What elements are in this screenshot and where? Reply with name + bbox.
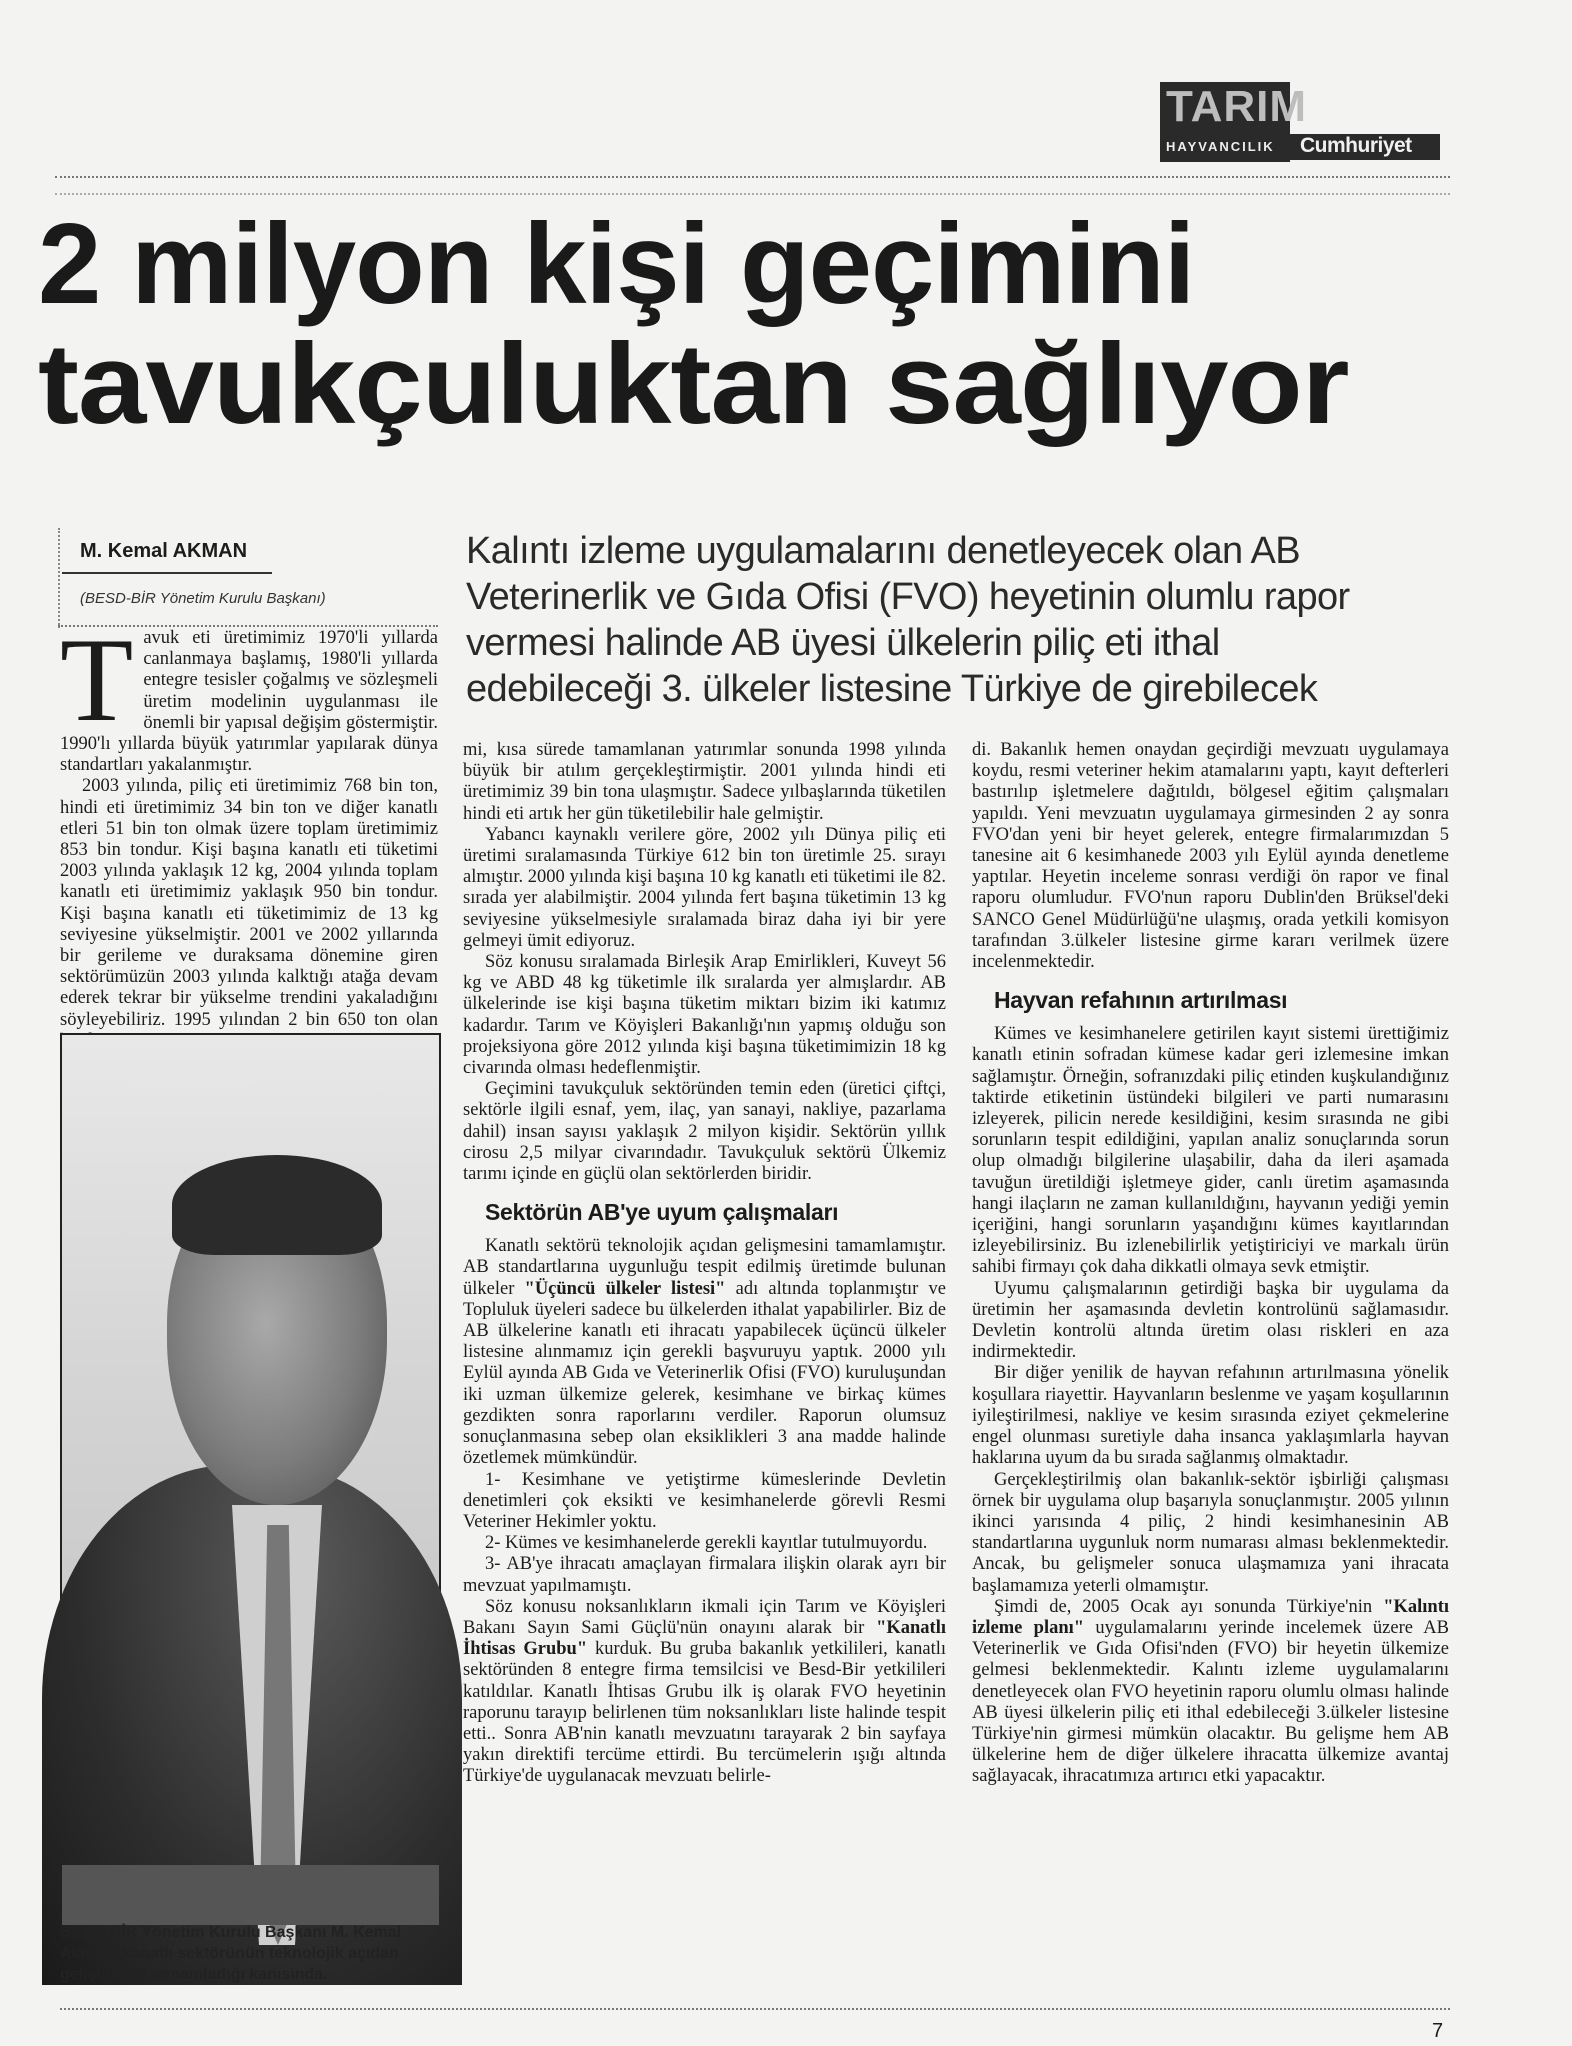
paragraph [463,1236,946,1469]
article-deck [466,528,1456,712]
text-run: Söz konusu sıralamada Birleşik Arap Emirlikleri, Kuveyt 56 kg ve ABD 48 kg tüketimle ilk sıralarda yer almışlardır. AB ülkelerinde ise kişi başına tüketim miktarı bizim iki katımız kadardır. Tarım ve Köyişleri Bakanlığı'nın yapmış olduğu son projeksiyona göre 2012 yılında kişi başına tüketimimizin 18 kg civarında olması hedeflenmiştir. [463,952,946,1079]
text-run: mi, kısa sürede tamamlanan yatırımlar sonunda 1998 yılında büyük bir atılım gerçekleştirmiştir. 2001 yılında hindi eti üretimimiz 39 bin tona ulaşmıştır. Sadece yılbaşlarında tüketilen hindi eti artık her gün tüketilebilir hale gelmiştir. [463,740,946,824]
text-run: Söz konusu noksanlıkların ikmali için Tarım ve Köyişleri Bakanı Sayın Sami Güçlü'nün onayını alarak bir [463,1596,946,1638]
article-column-3 [972,740,1449,1995]
paragraph: 2003 yılında, piliç eti üretimimiz 768 bin ton, hindi eti üretimimiz 34 bin ton ve diğer kanatlı etleri 51 bin ton olmak üzere toplam üretimimiz 853 bin tondur. Kişi başına kanatlı eti tüketimi 2003 yılında yaklaşık 12 kg, 2004 yılında toplam kanatlı eti üretimimiz yaklaşık 950 bin tondur. Kişi başına kanatlı eti tüketimimiz de 13 kg seviyesine yükselmiştir. 2001 ve 2002 yıllarında bir gerileme ve duraksama dönemine giren sektörümüzün 2003 yılında kalktığı atağa devam ederek tekrar bir yükselme trendini yakaladığını söyleyebiliriz. 1995 yılından 2 bin 650 ton olan [60,776,438,1030]
page-number: 7 [1432,2020,1444,2042]
logo-sub: HAYVANCILIK [1166,139,1275,154]
photo-caption: BESD-BİR Yönetim Kurulu Başkanı M. Kemal Akman, kanatlı sektörünün teknolojik açıdan gelişmesini tamamladığı kanısında. [60,1924,402,1983]
text-run: Bir diğer yenilik de hayvan refahının artırılmasına yönelik koşullara riayettir. Hayvanların beslenme ve yaşam koşullarının iyileştirilmesi, nakliye ve kesim sırasında eziyet çekmelerine engel olunması suretiyle daha insanca yaklaşımlarla hayvan haklarına uyum da bu sırada sağlanmış olmaktadır. [972,1363,1449,1469]
text-run: Geçimini tavukçuluk sektöründen temin eden (üretici çiftçi, sektörle ilgili esnaf, yem, ilaç, yan sanayi, nakliye, pazarlama dahil) insan sayısı yaklaşık 2 milyon kişidir. Sektörün yıllık cirosu 2,5 milyar civarındadır. Tavukçuluk sektörü Ülkemiz tarımı içinde en güçlü olan sektörlerden biridir. [463,1079,946,1185]
headline [38,201,1458,448]
text-run: adı altında toplanmıştır ve Topluluk üyeleri sadece bu ülkelerden ithalat yapabilirler. Biz de AB ülkelerine kanatlı eti ihracatı yapabilecek üçüncü ülkeler listesine alınmamız için gerekli başvuruyu yaptık. 2000 yılı Eylül ayında AB Gıda ve Veterinerlik Ofisi (FVO) kuruluşundan iki uzman ülkemize gelerek, kesimhane ve birkaç kümes gezdikten sonra raporlarını verdiler. Raporun olumsuz sonuçlanmasına sebep olan eksiklikleri 3 ana madde halinde özetlemek mümkündür. [463,1278,946,1469]
paragraph [972,1279,1449,1364]
drop-cap: T [60,613,134,746]
paragraph [463,825,946,952]
author-name: M. Kemal AKMAN [80,540,248,562]
text-run: 3- AB'ye ihracatı amaçlayan firmalara ilişkin olarak ayrı bir mevzuat yapılmamıştı. [463,1554,946,1596]
paragraph [463,1533,946,1554]
paragraph [972,1470,1449,1597]
newspaper-name: Cumhuriyet [1300,134,1412,157]
text-run: 1- Kesimhane ve yetiştirme kümeslerinde Devletin denetimleri çok eksikti ve kesimhanelerde görevli Resmi Veteriner Hekimler yoktu. [463,1469,946,1532]
bold-phrase: "Üçüncü ülkeler listesi" [524,1278,726,1299]
deck-line: vermesi halinde AB üyesi ülkelerin piliç eti ithal [466,622,1220,664]
paragraph: avuk eti üretimimiz 1970'li yıllarda canlanmaya başlamış, 1980'li yıllarda entegre tesisler çoğalmış ve sözleşmeli üretim modelinin uygulanması ile önemli bir yapısal değişim göstermiştir. 1990'lı yıllarda büyük yatırımlar yapılarak dünya standartları yakalanmıştır. [60,628,438,776]
paragraph [972,740,1449,973]
paragraph [463,1597,946,1788]
bold-phrase: "Kalıntı izleme planı" [972,1596,1449,1638]
paragraph [972,1024,1449,1278]
deck-line: Veterinerlik ve Gıda Ofisi (FVO) heyetinin olumlu rapor [466,576,1350,618]
bottom-divider [60,2008,1450,2010]
author-role: (BESD-BİR Yönetim Kurulu Başkanı) [80,590,326,607]
subheading: Hayvan refahının artırılması [994,987,1288,1014]
paragraph [463,1079,946,1185]
headline-line-2: tavukçuluktan sağlıyor [38,321,1349,448]
text-run: 2- Kümes ve kesimhanelerde gerekli kayıtlar tutulmuyordu. [485,1533,928,1554]
text-run: Kanatlı sektörü teknolojik açıdan gelişmesini tamamlamıştır. AB standartlarına uygunluğu tespit edilmiş üretimde bulunan ülkeler [463,1236,946,1299]
text-run: kurduk. Bu gruba bakanlık yetkilileri, kanatlı sektöründen 8 entegre firma temsilcisi ve Besd-Bir yetkilileri katıldılar. Kanatlı İhtisas Grubu ilk iş olarak FVO heyetinin raporunu tarayıp belirlenen tüm noksanlıkları liste halinde tespit etti.. Sonra AB'nin kanatlı mevzuatını tarayarak 2 bin sayfaya yakın direktifi tercüme ettirdi. Bu tercümelerin ışığı altında Türkiye'de uygulanacak mevzuatı belirle- [463,1639,946,1787]
top-divider-2 [55,193,1450,195]
paragraph [463,1470,946,1534]
text-run: uygulamalarını yerinde incelemek üzere AB Veterinerlik ve Gıda Ofisi'nden (FVO) bir heyetin ülkemize gelmesi beklenmektedir. Kalıntı izleme uygulamalarını denetleyecek olan FVO heyetinin raporu olumlu olması halinde AB üyesi ülkelerin piliç eti ithal edebileceği 3.ülkeler listesine Türkiye'nin girmesi mümkün olacaktır. Bu gelişme hem AB ülkelerine hem de diğer ülkelere ihracatta ülkemize avantaj sağlayacak, ihracatımıza artırıcı etki yapacaktır. [972,1617,1449,1787]
top-divider [55,176,1450,178]
text-run: Uyumu çalışmalarının getirdiği başka bir uygulama da üretimin her aşamasında devletin kontrolünü sağlamasıdır. Devletin kontrolü altında üretim olası riskleri en aza indirmektedir. [972,1278,1449,1363]
text-run: di. Bakanlık hemen onaydan geçirdiği mevzuatı uygulamaya koydu, resmi veteriner hekim atamalarını yaptı, kayıt defterleri bastırılıp işletmelere dağıtıldı, bölgesel eğitim çalışmaları yapıldı. Yeni mevzuatın uygulamaya girmesinden 2 ay sonra FVO'dan yeni bir heyet gelerek, entegre firmalarımızdan 5 tanesine ait 6 kesimhanede 2003 yılı Eylül ayında denetleme yaptılar. Heyetin inceleme sonrası verdiği ön rapor ve final raporu olumludur. FVO'nun raporu Dublin'den Brüksel'deki SANCO Genel Müdürlüğü'ne ulaşmış, orada yetkili komisyon tarafından 3.ülkeler listesine girme kararı verilmek üzere incelenmektedir. [972,740,1449,973]
text-run: Şimdi de, 2005 Ocak ayı sonunda Türkiye'nin [994,1596,1384,1617]
logo-main: TARIM [1166,82,1308,131]
article-column-1 [60,613,438,1033]
deck-line: edebileceği 3. ülkeler listesine Türkiye de girebilecek [466,668,1318,710]
text-run: Gerçekleştirilmiş olan bakanlık-sektör işbirliği çalışması örnek bir uygulama olup başarıyla sonuçlanmıştır. 2005 yılının ikinci yarısında 4 piliç, 2 hindi kesimhanesinin AB standartlarına uygunluk norm numarası alması beklenmektedir. Ancak, bu gelişmeler sonuca ulaşmamıza yani ihracata başlamamıza yeterli olmamıştır. [972,1469,1449,1596]
subheading: Sektörün AB'ye uyum çalışmaları [485,1199,839,1226]
author-rule [62,572,272,574]
text-run: Kümes ve kesimhanelere getirilen kayıt sistemi ürettiğimiz kanatlı etinin sofradan kümese kadar geri izlemesine imkan sağlamıştır. Örneğin, sofranızdaki piliç etinden kuşkulandığınız taktirde etiketinin üstündeki bilgileri ve parti numarasını izleyerek, pilicin nerede kesildiğini, kesim sırasında ne gibi sorunların tespit edildiğini, yapılan analiz sonuçlarında sorun olup olmadığı bilgilerine ulaşabilir, daha da ileri aşamada tavuğun üretildiği işletmeye gider, canlı üretim aşamasında hangi ilaçların ne zaman kullanıldığını, hayvanın yediği yemin içeriğini, hangi sorunların yaşandığını kümes kayıtlarından izleyebilirsiniz. Bu izlenebilirlik yetiştiriciyi ve markalı ürün sahibi firmayı çok daha dikkatli olmaya sevk etmiştir. [972,1024,1449,1278]
author-photo [60,1033,441,1915]
paragraph [463,952,946,1079]
article-column-2 [463,740,946,2005]
headline-line-1: 2 milyon kişi geçimini [38,201,1195,328]
paragraph [972,1363,1449,1469]
section-logo [1160,82,1445,162]
paragraph [463,1554,946,1596]
bold-phrase: "Kanatlı İhtisas Grubu" [463,1617,946,1660]
text-run: Yabancı kaynaklı verilere göre, 2002 yılı Dünya piliç eti üretimi sıralamasında Türkiye 612 bin ton üretimle 25. sırayı almıştır. 2000 yılında kişi başına 10 kg kanatlı eti tüketimi ile 82. sırada yer alabilmiştir. 2004 yılında fert başına tüketimin 13 kg seviyesine yükselmesiyle sıralamada biraz daha iyi bir yere gelmeyi ümit ediyoruz. [463,824,946,951]
deck-line: Kalıntı izleme uygulamalarını denetleyecek olan AB [466,530,1300,572]
paragraph [972,1597,1449,1788]
paragraph [463,740,946,825]
